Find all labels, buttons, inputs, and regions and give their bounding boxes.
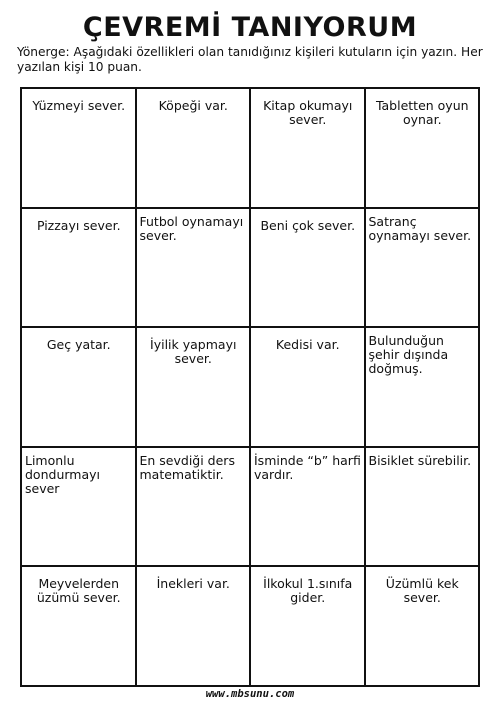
- grid-cell: Geç yatar.: [22, 328, 137, 448]
- grid-cell: En sevdiği ders matematiktir.: [137, 448, 252, 568]
- grid-cell: Bulunduğun şehir dışında doğmuş.: [366, 328, 481, 448]
- grid-cell: İyilik yapmayı sever.: [137, 328, 252, 448]
- grid-cell: Limonlu dondurmayı sever: [22, 448, 137, 568]
- instructions: Yönerge: Aşağıdaki özellikleri olan tanıdığınız kişileri kutuların için yazın. Her yazılan kişi 10 puan.: [17, 45, 483, 74]
- grid-cell: Kedisi var.: [251, 328, 366, 448]
- website-url: www.mbsunu.com: [205, 688, 295, 700]
- grid-cell: Futbol oynamayı sever.: [137, 209, 252, 329]
- grid-cell: Tabletten oyun oynar.: [366, 89, 481, 209]
- grid-cell: Üzümlü kek sever.: [366, 567, 481, 687]
- grid-cell: Bisiklet sürebilir.: [366, 448, 481, 568]
- grid-cell: Köpeği var.: [137, 89, 252, 209]
- page-title: ÇEVREMİ TANIYORUM: [82, 12, 418, 43]
- grid-cell: Yüzmeyi sever.: [22, 89, 137, 209]
- grid-cell: Satranç oynamayı sever.: [366, 209, 481, 329]
- grid-cell: Meyvelerden üzümü sever.: [22, 567, 137, 687]
- grid-cell: İsminde “b” harfi vardır.: [251, 448, 366, 568]
- grid-cell: Pizzayı sever.: [22, 209, 137, 329]
- bingo-grid: [20, 87, 480, 687]
- grid-cell: Kitap okumayı sever.: [251, 89, 366, 209]
- grid-cell: İlkokul 1.sınıfa gider.: [251, 567, 366, 687]
- grid-cell: İnekleri var.: [137, 567, 252, 687]
- grid-cell: Beni çok sever.: [251, 209, 366, 329]
